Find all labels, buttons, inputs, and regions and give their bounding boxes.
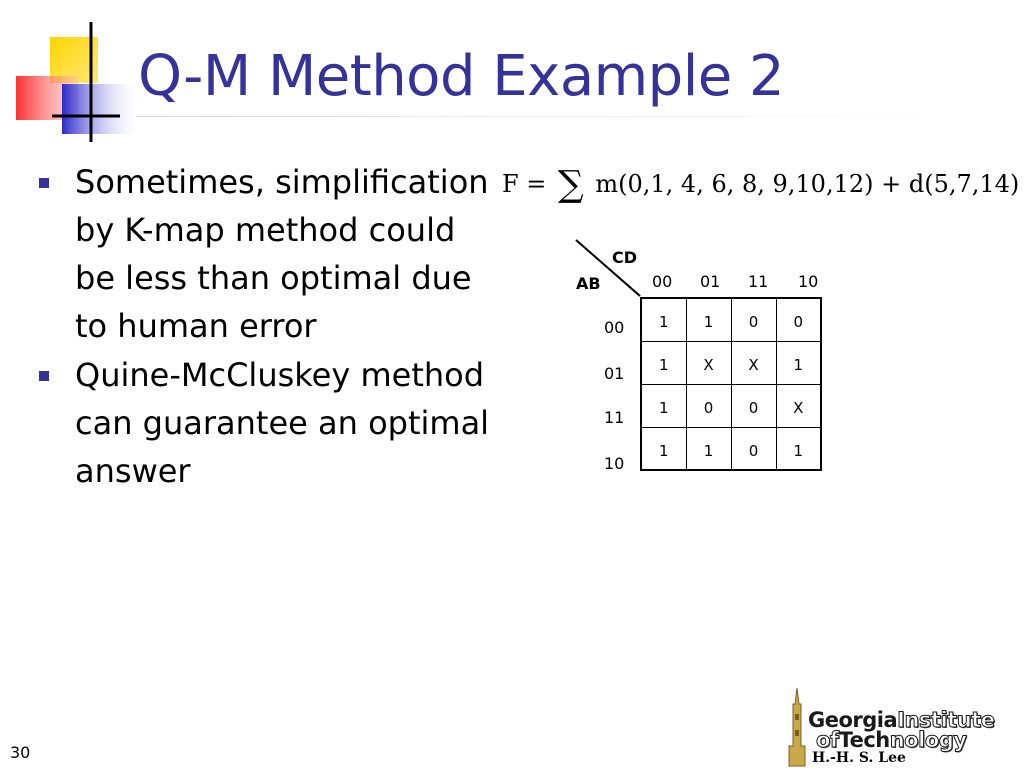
- kmap-cell: 0: [731, 298, 776, 341]
- logo-line-2: ofTechnology: [816, 728, 967, 752]
- kmap-cell: 1: [686, 427, 731, 470]
- bullet-item: [36, 351, 496, 495]
- kmap-cell: X: [731, 341, 776, 384]
- kmap-row: [641, 384, 821, 427]
- bullet-text: Quine-McCluskey method can guarantee an optimal answer: [75, 356, 490, 490]
- kmap-cell: 1: [776, 341, 821, 384]
- kmap-col-variable: CD: [612, 248, 638, 267]
- kmap-col-header: 01: [700, 272, 721, 291]
- corner-decoration: [0, 0, 150, 150]
- georgia-tech-logo: [786, 686, 1022, 768]
- kmap-row-header: 11: [604, 408, 625, 427]
- kmap-col-header: 10: [798, 272, 819, 291]
- title-underline: [136, 116, 956, 117]
- bullet-list: [36, 158, 496, 496]
- kmap-cell: 1: [641, 341, 686, 384]
- kmap-cell: 0: [686, 384, 731, 427]
- kmap-cell: 1: [686, 298, 731, 341]
- kmap-cell: 0: [776, 298, 821, 341]
- square-bullet-icon: [39, 178, 49, 188]
- kmap-row: [641, 427, 821, 470]
- kmap-col-header: 11: [748, 272, 769, 291]
- page-number: 30: [10, 743, 31, 762]
- author-name: H.-H. S. Lee: [812, 750, 906, 766]
- kmap-cell: 1: [776, 427, 821, 470]
- kmap-cell: 1: [641, 427, 686, 470]
- kmap-grid: [640, 297, 822, 471]
- kmap-row: [641, 298, 821, 341]
- boolean-formula: [502, 160, 1020, 205]
- kmap-col-header: 00: [652, 272, 673, 291]
- kmap-row-variable: AB: [576, 274, 601, 293]
- tower-icon: [786, 686, 808, 768]
- bullet-text: Sometimes, simplification by K-map method could be less than optimal due to human error: [75, 163, 489, 345]
- square-bullet-icon: [39, 371, 49, 381]
- logo-line-1: GeorgiaInstitute: [808, 708, 995, 732]
- kmap-row-header: 10: [604, 454, 625, 473]
- slide-title: Q-M Method Example 2: [138, 44, 785, 109]
- formula-rhs: m(0,1, 4, 6, 8, 9,10,12) + d(5,7,14): [595, 170, 1020, 198]
- kmap-cell: 0: [731, 384, 776, 427]
- kmap-cell: X: [776, 384, 821, 427]
- kmap-row-header: 00: [604, 318, 625, 337]
- kmap-cell: X: [686, 341, 731, 384]
- kmap-cell: 1: [641, 298, 686, 341]
- formula-lhs: F =: [502, 170, 547, 198]
- kmap-cell: 0: [731, 427, 776, 470]
- summation-symbol: ∑: [558, 164, 584, 205]
- bullet-item: [36, 158, 496, 350]
- kmap-row-header: 01: [604, 364, 625, 383]
- kmap-row: [641, 341, 821, 384]
- kmap-cell: 1: [641, 384, 686, 427]
